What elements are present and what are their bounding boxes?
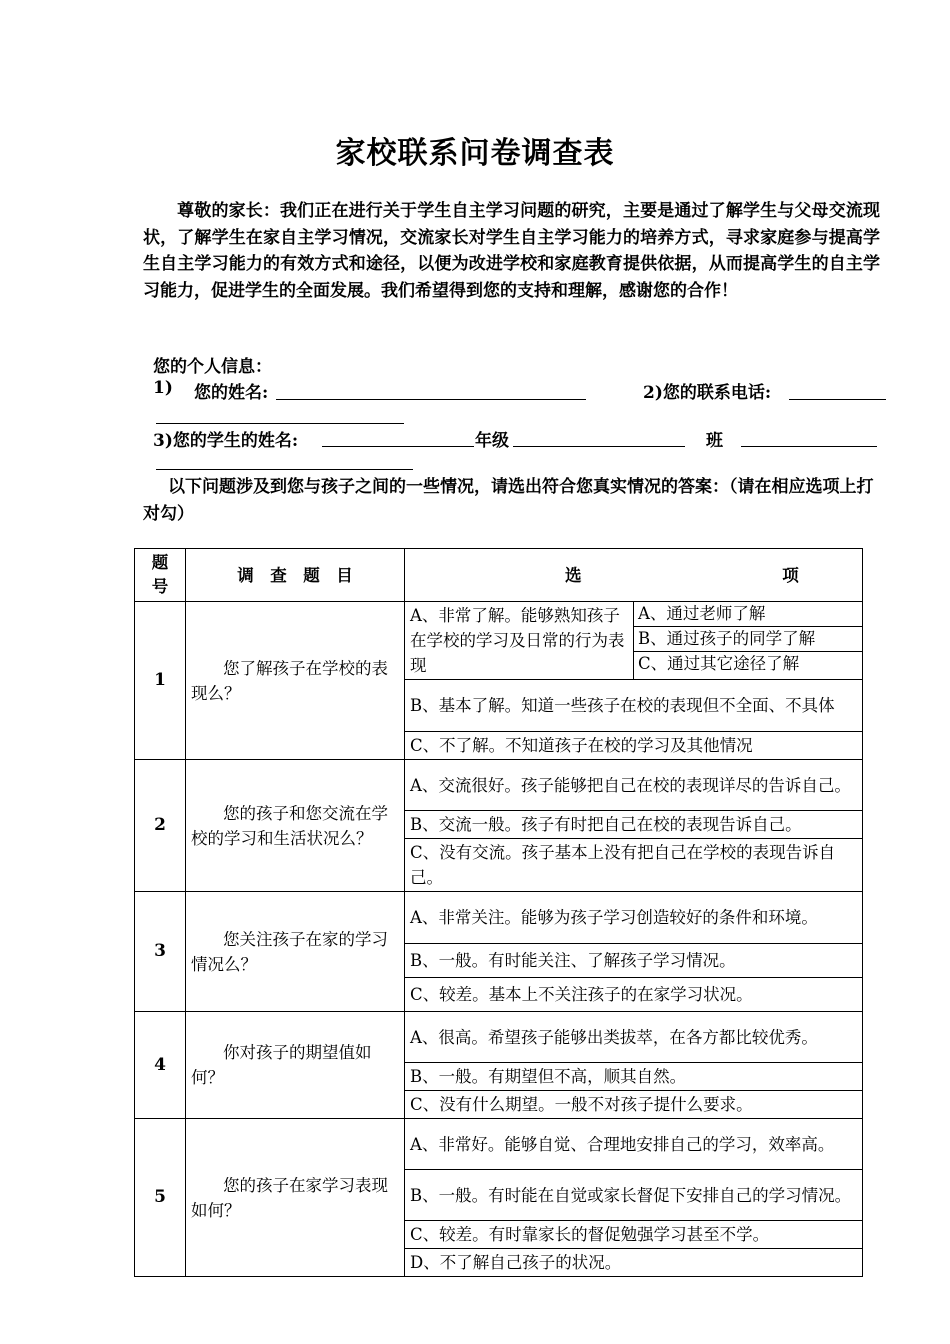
header-options-char1: 选 xyxy=(565,565,582,585)
q3-option-a[interactable]: A、非常关注。能够为孩子学习创造较好的条件和环境。 xyxy=(405,892,863,944)
item1-number: 1) xyxy=(153,378,173,398)
table-row xyxy=(135,1012,863,1063)
q1-option-a[interactable]: A、非常了解。能够熟知孩子在学校的学习及日常的行为表现 xyxy=(405,602,634,680)
header-options-char2: 项 xyxy=(782,565,799,585)
q5-number: 5 xyxy=(135,1119,186,1277)
q2-option-b[interactable]: B、交流一般。孩子有时把自己在校的表现告诉自己。 xyxy=(405,811,863,839)
page-title: 家校联系问卷调查表 xyxy=(335,136,615,171)
grade-field[interactable] xyxy=(513,446,685,447)
q5-option-b[interactable]: B、一般。有时能在自觉或家长督促下安排自己的学习情况。 xyxy=(405,1170,863,1221)
q4-option-a[interactable]: A、很高。希望孩子能够出类拔萃，在各方都比较优秀。 xyxy=(405,1012,863,1063)
class-field-continued[interactable] xyxy=(156,469,413,470)
table-row xyxy=(135,892,863,944)
q4-number: 4 xyxy=(135,1012,186,1119)
q3-number: 3 xyxy=(135,892,186,1012)
table-row xyxy=(135,602,863,680)
instruction-text: 以下问题涉及到您与孩子之间的一些情况，请选出符合您真实情况的答案：（请在相应选项上打对勾） xyxy=(143,477,874,524)
header-options xyxy=(405,549,863,602)
table-row xyxy=(135,760,863,811)
q4-option-b[interactable]: B、一般。有期望但不高，顺其自然。 xyxy=(405,1063,863,1091)
q3-option-c[interactable]: C、较差。基本上不关注孩子的在家学习状况。 xyxy=(405,978,863,1012)
q1-number: 1 xyxy=(135,602,186,760)
q1-option-c[interactable]: C、不了解。不知道孩子在校的学习及其他情况 xyxy=(405,732,863,760)
class-field[interactable] xyxy=(741,446,877,447)
q1-option-a-sub1[interactable]: A、通过老师了解 xyxy=(634,602,862,627)
intro-text: 尊敬的家长：我们正在进行关于学生自主学习问题的研究，主要是通过了解学生与父母交流现状，了解学生在家自主学习情况，交流家长对学生自主学习能力的培养方式，寻求家庭参与提高学生自主学习能力的有效方式和途径，以便为改进学校和家庭教育提供依据，从而提高学生的自主学习能力，促进学生的全面发展。我们希望得到您的支持和理解，感谢您的合作！ xyxy=(143,201,880,301)
header-number: 题号 xyxy=(135,549,186,602)
parent-name-field[interactable] xyxy=(276,399,586,400)
q1-option-a-subcell xyxy=(634,602,863,680)
student-name-label: 3)您的学生的姓名: xyxy=(153,431,299,451)
q1-option-b[interactable]: B、基本了解。知道一些孩子在校的表现但不全面、不具体 xyxy=(405,680,863,732)
q4-option-c[interactable]: C、没有什么期望。一般不对孩子提什么要求。 xyxy=(405,1091,863,1119)
q4-question: 你对孩子的期望值如何？ xyxy=(186,1012,405,1119)
q2-option-c[interactable]: C、没有交流。孩子基本上没有把自己在学校的表现告诉自己。 xyxy=(405,839,863,892)
q2-number: 2 xyxy=(135,760,186,892)
q1-option-a-sub3[interactable]: C、通过其它途径了解 xyxy=(638,654,800,673)
table-header-row xyxy=(135,549,863,602)
class-label: 班 xyxy=(706,431,723,451)
q5-question: 您的孩子在家学习表现如何？ xyxy=(186,1119,405,1277)
grade-label: 年级 xyxy=(475,431,509,451)
table-row xyxy=(135,1119,863,1170)
intro-paragraph xyxy=(143,198,880,304)
personal-info-heading: 您的个人信息： xyxy=(153,357,272,377)
student-name-field[interactable] xyxy=(322,446,474,447)
q3-question: 您关注孩子在家的学习情况么？ xyxy=(186,892,405,1012)
q2-option-a[interactable]: A、交流很好。孩子能够把自己在校的表现详尽的告诉自己。 xyxy=(405,760,863,811)
phone-field[interactable] xyxy=(789,399,886,400)
q5-option-c[interactable]: C、较差。有时靠家长的督促勉强学习甚至不学。 xyxy=(405,1221,863,1249)
phone-label: 2)您的联系电话: xyxy=(643,383,772,403)
q1-option-a-sub2[interactable]: B、通过孩子的同学了解 xyxy=(634,627,862,652)
q2-question: 您的孩子和您交流在学校的学习和生活状况么？ xyxy=(186,760,405,892)
instruction-note xyxy=(143,474,880,528)
parent-name-label: 您的姓名: xyxy=(194,383,269,403)
header-question: 调 查 题 目 xyxy=(186,549,405,602)
q1-question: 您了解孩子在学校的表现么？ xyxy=(186,602,405,760)
q5-option-d[interactable]: D、不了解自己孩子的状况。 xyxy=(405,1249,863,1277)
phone-field-continued[interactable] xyxy=(156,423,404,424)
survey-table xyxy=(134,548,863,1277)
q3-option-b[interactable]: B、一般。有时能关注、了解孩子学习情况。 xyxy=(405,944,863,978)
q5-option-a[interactable]: A、非常好。能够自觉、合理地安排自己的学习，效率高。 xyxy=(405,1119,863,1170)
